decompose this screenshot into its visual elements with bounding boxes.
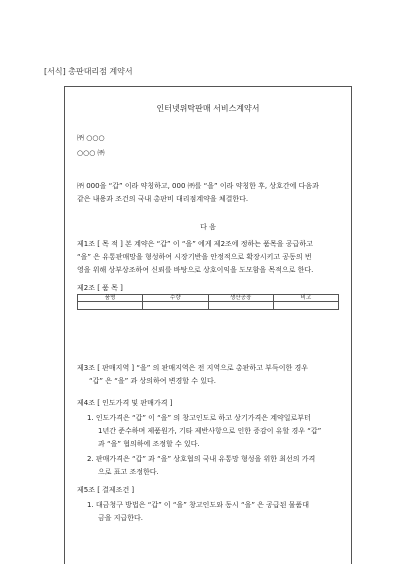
table-header-row [78, 295, 339, 302]
article-1-line: “을” 은 유통판매망을 형성하여 시장기반을 안정적으로 확장시키고 공동의 번 [77, 253, 312, 261]
article-5-heading: 제5조 [ 결제조건 ] [77, 486, 135, 494]
article-3-line: “갑” 은 “을” 과 상의하여 변경할 수 있다. [89, 377, 216, 385]
contract-document [64, 86, 352, 564]
party-b: ○○○ ㈜ [77, 149, 105, 157]
article-2-heading: 제2조 [ 품 목 ] [77, 284, 123, 292]
table-cell [143, 302, 208, 310]
table-cell [208, 302, 273, 310]
heading-following: 다 음 [200, 223, 216, 231]
table-header-cell: 수량 [143, 295, 208, 302]
table-header-cell: 비고 [273, 295, 338, 302]
form-label: [서식] 총판대리점 계약서 [44, 67, 133, 76]
table-header-cell: 품명 [78, 295, 143, 302]
table-cell [78, 302, 143, 310]
document-title: 인터넷위탁판매 서비스계약서 [156, 104, 260, 113]
article-3-line: 제3조 [ 판매지역 ] “을” 의 판매지역은 전 지역으로 총판하고 부득이한 경우 [77, 364, 308, 372]
party-a: ㈜ ○○○ [77, 134, 105, 142]
article-5-item-1-line: 금을 지급한다. [98, 514, 144, 522]
article-4-item-1-line: 1. 인도가격은 “갑” 이 “을” 의 창고인도로 하고 상기가격은 계약일로부터 [87, 414, 311, 422]
preamble-line: 같은 내용과 조건의 국내 총판비 대리점계약을 체결한다. [77, 195, 249, 203]
items-table [77, 294, 339, 310]
table-row [78, 302, 339, 310]
table-cell [273, 302, 338, 310]
article-4-item-1-line: 과 “을” 협의하에 조정할 수 있다. [98, 440, 200, 448]
preamble-line: ㈜ 000을 “갑” 이라 약칭하고, 000 ㈜를 “을” 이라 약칭한 후, 상호간에 다음과 [77, 182, 319, 190]
article-4-item-2-line: 으로 표고 조정한다. [98, 468, 159, 476]
article-4-item-2-line: 2. 판매가격은 “갑” 과 “을” 상호협의 국내 유통망 형성을 위한 최선의 가격 [87, 455, 316, 463]
article-1-line: 제1조 [ 목 적 ] 본 계약은 “갑” 이 “을” 에게 제2조에 정하는 품목을 공급하고 [77, 240, 313, 248]
article-4-heading: 제4조 [ 인도가격 및 판매가격 ] [77, 399, 173, 407]
table-header-cell: 생산공장 [208, 295, 273, 302]
article-4-item-1-line: 1년간 준수하며 제품원가, 기타 제반사항으로 인한 증감이 유할 경우 “갑” [98, 427, 322, 435]
article-1-line: 영을 위해 상부상조하여 신뢰를 바탕으로 상호이익을 도모함을 목적으로 한다. [77, 266, 314, 274]
article-5-item-1-line: 1. 대금청구 방법은 “갑” 이 “을” 창고인도와 동시 “을” 은 공급된 물품대 [87, 501, 309, 509]
